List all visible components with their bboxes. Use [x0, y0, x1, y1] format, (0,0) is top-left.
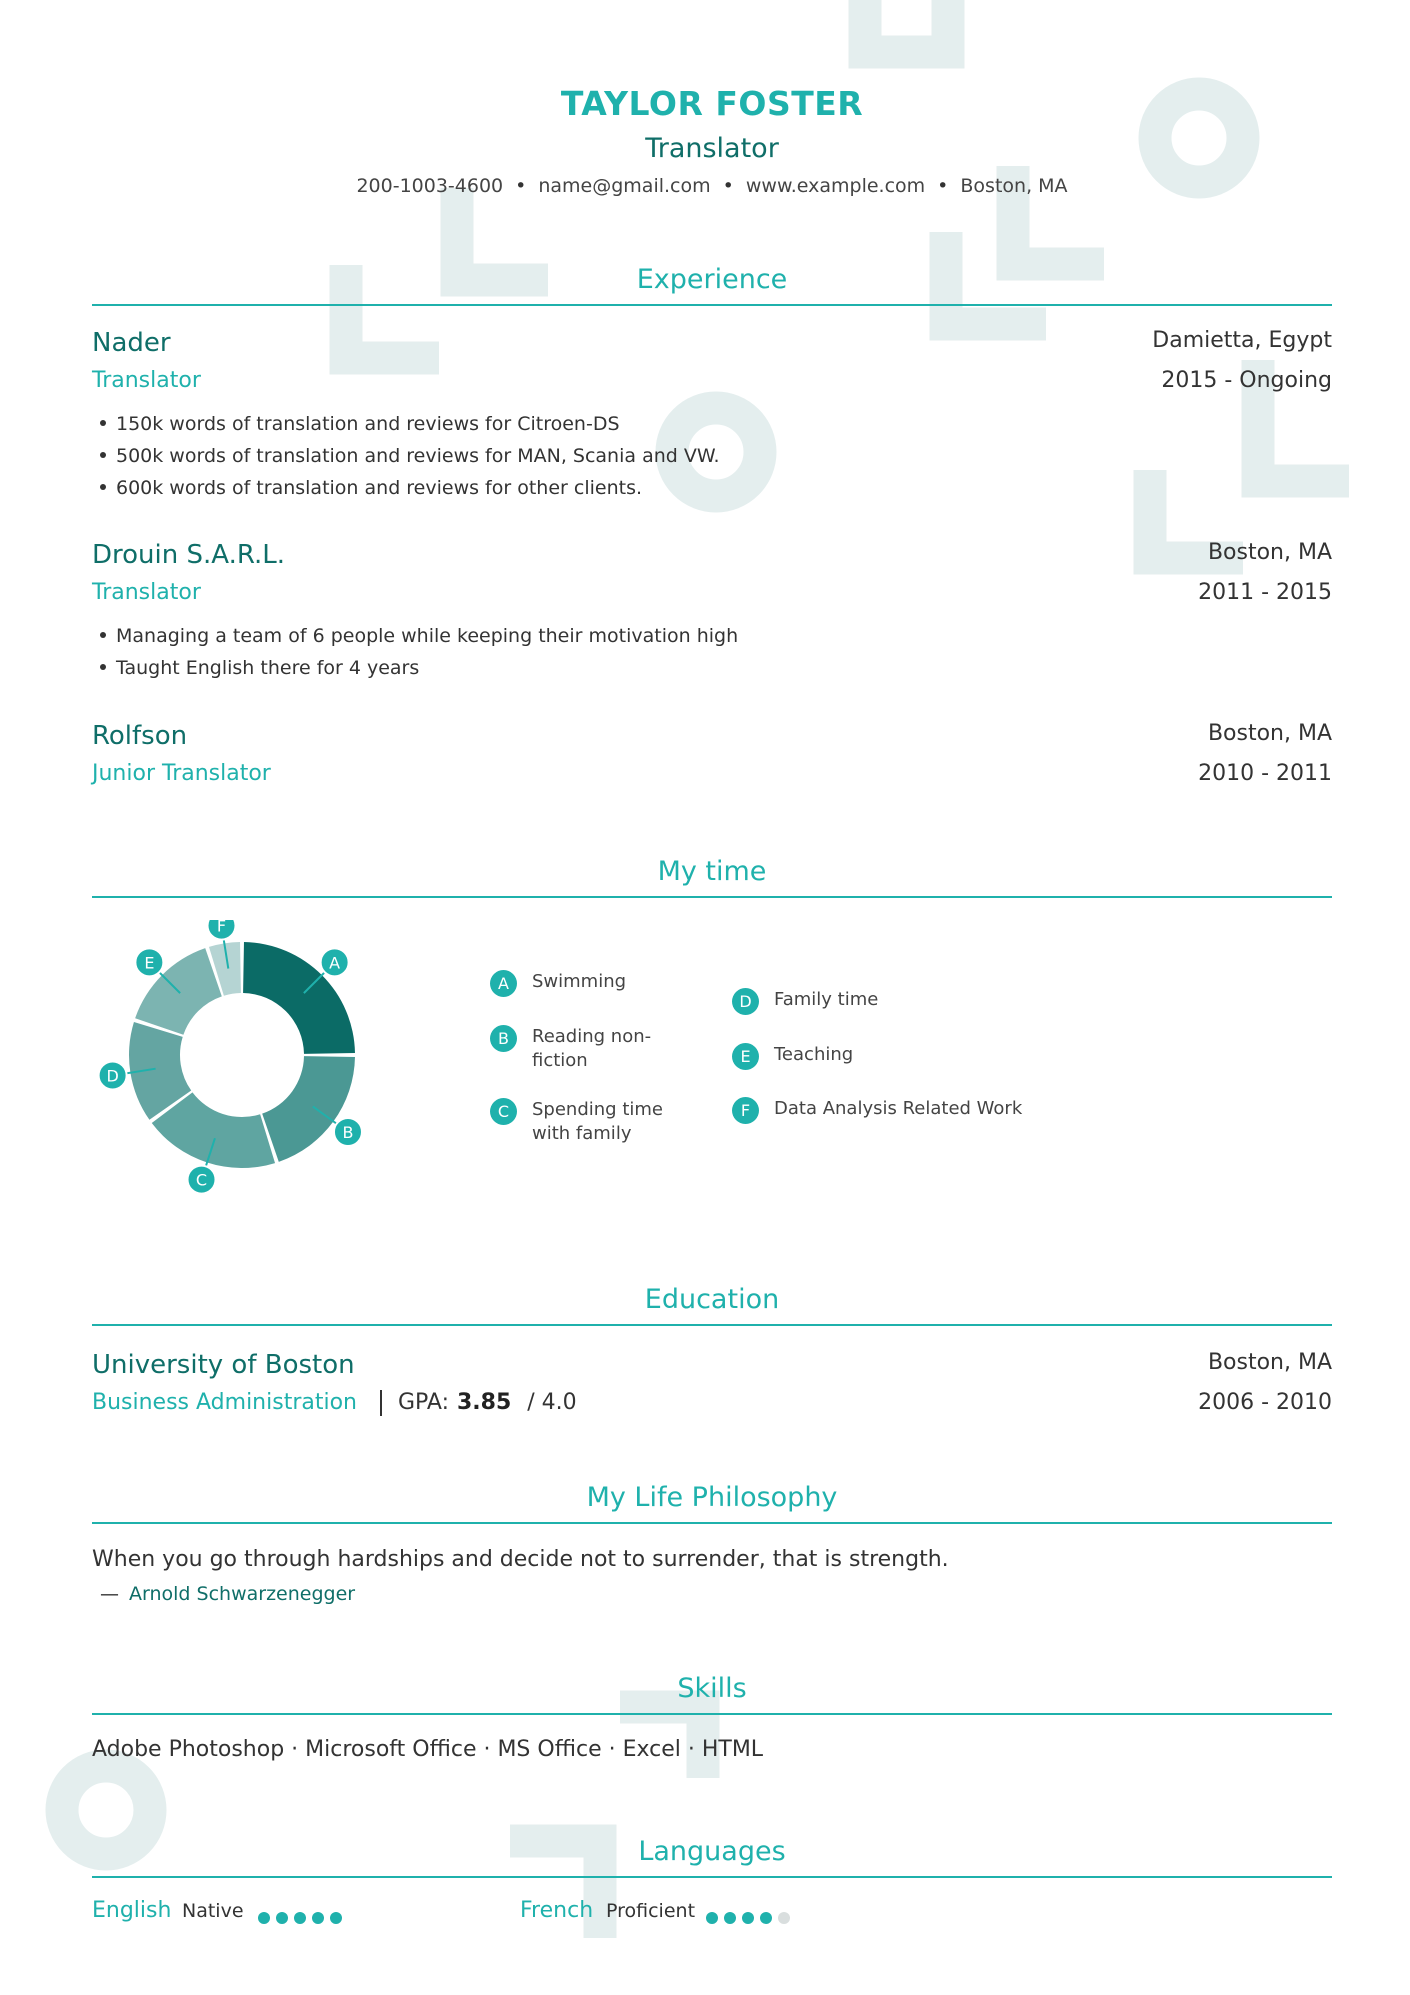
- quote-dash: —: [100, 1583, 119, 1605]
- quote-author: Arnold Schwarzenegger: [129, 1583, 356, 1605]
- legend-label: Spending time with family: [532, 1099, 663, 1144]
- language-name: French: [520, 1898, 594, 1923]
- language-name: English: [92, 1898, 172, 1923]
- section-title-education: Education: [644, 1284, 780, 1315]
- rating-dot-filled: [724, 1912, 736, 1924]
- legend-badge: C: [490, 1098, 517, 1125]
- rating-dot-filled: [258, 1912, 270, 1924]
- gpa: [380, 1390, 577, 1416]
- job-role: Translator: [92, 368, 201, 393]
- philosophy-quote: When you go through hardships and decide not to surrender, that is strength.: [92, 1547, 949, 1572]
- job-bullet: Managing a team of 6 people while keeping their motivation high: [100, 620, 738, 652]
- section-title-experience: Experience: [636, 264, 788, 295]
- legend-label: Reading non-fiction: [532, 1026, 652, 1071]
- section-divider: [92, 1522, 1332, 1524]
- contact-separator: •: [937, 175, 949, 197]
- skills-list: Adobe Photoshop · Microsoft Office · MS Office · Excel · HTML: [92, 1737, 764, 1762]
- legend-label: Teaching: [774, 1044, 854, 1065]
- section-divider: [92, 1876, 1332, 1878]
- section-divider: [92, 896, 1332, 898]
- section-title-my-time: My time: [657, 856, 767, 887]
- job-bullet: 500k words of translation and reviews for MAN, Scania and VW.: [100, 440, 720, 472]
- gpa-label: GPA:: [398, 1390, 449, 1415]
- rating-dot-filled: [330, 1912, 342, 1924]
- donut-slice-b: [262, 1056, 355, 1162]
- legend-label: Data Analysis Related Work: [774, 1098, 1023, 1119]
- job-dates: 2010 - 2011: [1198, 761, 1332, 786]
- language-level: Native: [182, 1900, 244, 1922]
- language-rating: [706, 1909, 796, 1928]
- legend-badge: B: [490, 1025, 517, 1052]
- contact-website[interactable]: www.example.com: [745, 175, 926, 197]
- time-donut-chart: [92, 920, 392, 1240]
- donut-badge-label: B: [342, 1122, 354, 1142]
- school-name: University of Boston: [92, 1350, 355, 1380]
- candidate-name: TAYLOR FOSTER: [560, 84, 864, 123]
- contact-separator: •: [722, 175, 734, 197]
- donut-badge-label: C: [195, 1170, 208, 1190]
- contact-separator: •: [515, 175, 527, 197]
- job-bullet: Taught English there for 4 years: [100, 652, 738, 684]
- company-name: Drouin S.A.R.L.: [92, 540, 286, 570]
- donut-badge-label: F: [216, 920, 227, 936]
- education-dates: 2006 - 2010: [1198, 1390, 1332, 1415]
- company-name: Nader: [92, 328, 171, 358]
- rating-dot-filled: [294, 1912, 306, 1924]
- company-name: Rolfson: [92, 721, 188, 751]
- job-role: Junior Translator: [92, 761, 271, 786]
- contact-line: [92, 175, 1332, 197]
- rating-dot-filled: [276, 1912, 288, 1924]
- language-level: Proficient: [606, 1900, 696, 1922]
- legend-badge: F: [732, 1097, 759, 1124]
- rating-dot-filled: [760, 1912, 772, 1924]
- resume-page: [92, 0, 1332, 1995]
- degree-name: Business Administration: [92, 1390, 357, 1415]
- legend-badge: A: [490, 970, 517, 997]
- job-location: Boston, MA: [1207, 540, 1332, 565]
- section-title-languages: Languages: [638, 1836, 786, 1867]
- section-divider: [92, 1324, 1332, 1326]
- gpa-max: / 4.0: [527, 1390, 577, 1415]
- donut-badge-label: E: [144, 953, 155, 973]
- section-title-philosophy: My Life Philosophy: [586, 1482, 838, 1513]
- job-bullet: 600k words of translation and reviews for other clients.: [100, 472, 720, 504]
- section-divider: [92, 1713, 1332, 1715]
- legend-badge: D: [732, 988, 759, 1015]
- rating-dot-empty: [778, 1912, 790, 1924]
- section-title-skills: Skills: [677, 1673, 747, 1704]
- legend-label: Family time: [774, 989, 879, 1010]
- rating-dot-filled: [706, 1912, 718, 1924]
- contact-location: Boston, MA: [960, 175, 1068, 197]
- contact-email[interactable]: name@gmail.com: [538, 175, 711, 197]
- job-role: Translator: [92, 580, 201, 605]
- rating-dot-filled: [742, 1912, 754, 1924]
- donut-badge-label: D: [106, 1066, 119, 1086]
- job-location: Damietta, Egypt: [1152, 328, 1332, 353]
- school-location: Boston, MA: [1207, 1350, 1332, 1375]
- job-dates: 2011 - 2015: [1198, 580, 1332, 605]
- quote-author-line: [100, 1583, 355, 1605]
- legend-label: Swimming: [532, 971, 627, 992]
- resume-header: [92, 84, 1332, 197]
- section-divider: [92, 304, 1332, 306]
- job-bullets: [100, 408, 720, 504]
- rating-dot-filled: [312, 1912, 324, 1924]
- candidate-title: Translator: [645, 133, 779, 164]
- job-bullets: [100, 620, 738, 684]
- legend-badge: E: [732, 1043, 759, 1070]
- gpa-value: 3.85: [456, 1390, 512, 1415]
- contact-phone[interactable]: 200-1003-4600: [356, 175, 504, 197]
- language-rating: [258, 1909, 348, 1928]
- job-bullet: 150k words of translation and reviews for Citroen-DS: [100, 408, 720, 440]
- donut-badge-label: A: [329, 953, 341, 973]
- job-dates: 2015 - Ongoing: [1161, 368, 1332, 393]
- job-location: Boston, MA: [1207, 721, 1332, 746]
